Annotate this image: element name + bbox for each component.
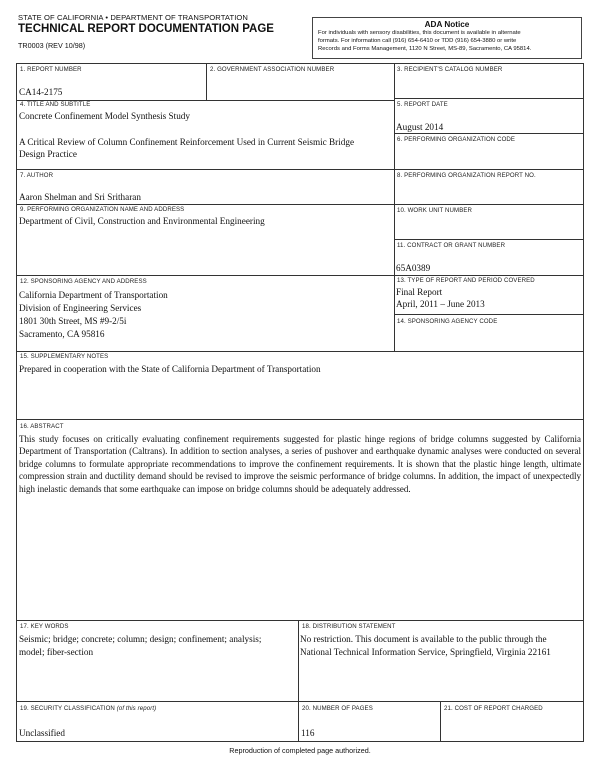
key-words-label: 17. KEY WORDS — [20, 623, 69, 630]
footer-note: Reproduction of completed page authorized. — [229, 746, 371, 755]
supplementary-notes-label: 15. SUPPLEMENTARY NOTES — [20, 353, 109, 360]
distribution-statement-line-2[interactable]: National Technical Information Service, Springfield, Virginia 22161 — [300, 647, 551, 657]
ada-notice-line-3: Records and Forms Management, 1120 N Street, MS-89, Sacramento, CA 95814. — [318, 46, 532, 53]
work-unit-number-label: 10. WORK UNIT NUMBER — [397, 207, 473, 214]
title-subtitle-label: 4. TITLE AND SUBTITLE — [20, 101, 91, 108]
performing-organization-name-value[interactable]: Department of Civil, Construction and Environmental Engineering — [19, 216, 265, 226]
distribution-statement-line-1[interactable]: No restriction. This document is available to the public through the — [300, 634, 547, 644]
report-type-period-label: 13. TYPE OF REPORT AND PERIOD COVERED — [397, 277, 535, 284]
ada-notice-line-2: formats. For information call (916) 654-6410 or TDD (916) 654-3880 or write — [318, 38, 517, 45]
abstract-label: 16. ABSTRACT — [20, 423, 64, 430]
title-line-2[interactable]: A Critical Review of Column Confinement Reinforcement Used in Current Seismic Bridge — [19, 137, 355, 147]
sponsoring-agency-line-4[interactable]: Sacramento, CA 95816 — [19, 329, 105, 339]
contract-grant-number-label: 11. CONTRACT OR GRANT NUMBER — [397, 242, 506, 249]
sponsoring-agency-line-1[interactable]: California Department of Transportation — [19, 290, 168, 300]
title-line-1[interactable]: Concrete Confinement Model Synthesis Study — [19, 111, 190, 121]
performing-organization-name-label: 9. PERFORMING ORGANIZATION NAME AND ADDRESS — [20, 206, 185, 213]
report-type-value[interactable]: Final Report — [396, 287, 443, 297]
cost-of-report-label: 21. COST OF REPORT CHARGED — [444, 705, 543, 712]
abstract-value[interactable]: This study focuses on critically evaluating confinement requirements suggested for plastic hinge regions of bridge columns suggested by California Department of Transportation (Caltrans). In addition to section analyses, a series of pushover and earthquake dynamic analyses were conducted on several bridge columns to formulate appropriate recommendations to improve the confinement requirements. It is shown that the plastic hinge length, ultimate compression strain and ductility demand should be revised to improve the seismic performance of bridge columns. In addition, the impact of unexpectedly high inelastic demands that some earthquake can impose on bridge columns should be adequately addressed. — [19, 434, 581, 494]
key-words-line-1[interactable]: Seismic; bridge; concrete; column; design; confinement; analysis; — [19, 634, 262, 644]
sponsoring-agency-line-2[interactable]: Division of Engineering Services — [19, 303, 142, 313]
sponsoring-agency-label: 12. SPONSORING AGENCY AND ADDRESS — [20, 278, 147, 285]
report-date-label: 5. REPORT DATE — [397, 101, 448, 108]
ada-notice-line-1: For individuals with sensory disabilities, this document is available in alternate — [318, 30, 521, 36]
report-number-value[interactable]: CA14-2175 — [19, 87, 63, 97]
page-title: TECHNICAL REPORT DOCUMENTATION PAGE — [18, 23, 274, 35]
ada-notice-box — [312, 17, 582, 59]
distribution-statement-label: 18. DISTRIBUTION STATEMENT — [302, 623, 396, 630]
performing-organization-code-label: 6. PERFORMING ORGANIZATION CODE — [397, 136, 516, 143]
report-date-value[interactable]: August 2014 — [396, 122, 444, 132]
report-number-label: 1. REPORT NUMBER — [20, 66, 82, 73]
number-of-pages-label: 20. NUMBER OF PAGES — [302, 705, 373, 712]
number-of-pages-value[interactable]: 116 — [301, 728, 315, 738]
contract-grant-number-value[interactable]: 65A0389 — [396, 263, 431, 273]
security-classification-value[interactable]: Unclassified — [19, 728, 65, 738]
key-words-line-2[interactable]: model; fiber-section — [19, 647, 94, 657]
recipient-catalog-number-label: 3. RECIPIENT'S CATALOG NUMBER — [397, 66, 503, 73]
government-association-number-label: 2. GOVERNMENT ASSOCIATION NUMBER — [210, 66, 335, 73]
author-label: 7. AUTHOR — [20, 172, 54, 179]
security-classification-label-main: 19. SECURITY CLASSIFICATION — [20, 705, 115, 712]
performing-organization-report-number-label: 8. PERFORMING ORGANIZATION REPORT NO. — [397, 172, 536, 179]
form-number: TR0003 (REV 10/98) — [18, 41, 86, 50]
author-value[interactable]: Aaron Shelman and Sri Sritharan — [19, 192, 141, 202]
ada-notice-title: ADA Notice — [424, 20, 470, 29]
sponsoring-agency-code-label: 14. SPONSORING AGENCY CODE — [397, 318, 498, 325]
supplementary-notes-value[interactable]: Prepared in cooperation with the State of California Department of Transportation — [19, 364, 321, 374]
report-period-value[interactable]: April, 2011 – June 2013 — [396, 299, 485, 309]
security-classification-label — [20, 705, 156, 712]
agency-line: STATE OF CALIFORNIA • DEPARTMENT OF TRANSPORTATION — [18, 13, 249, 22]
sponsoring-agency-line-3[interactable]: 1801 30th Street, MS #9-2/5i — [19, 316, 127, 326]
title-line-3[interactable]: Design Practice — [19, 149, 77, 159]
security-classification-label-note: (of this report) — [116, 705, 157, 712]
